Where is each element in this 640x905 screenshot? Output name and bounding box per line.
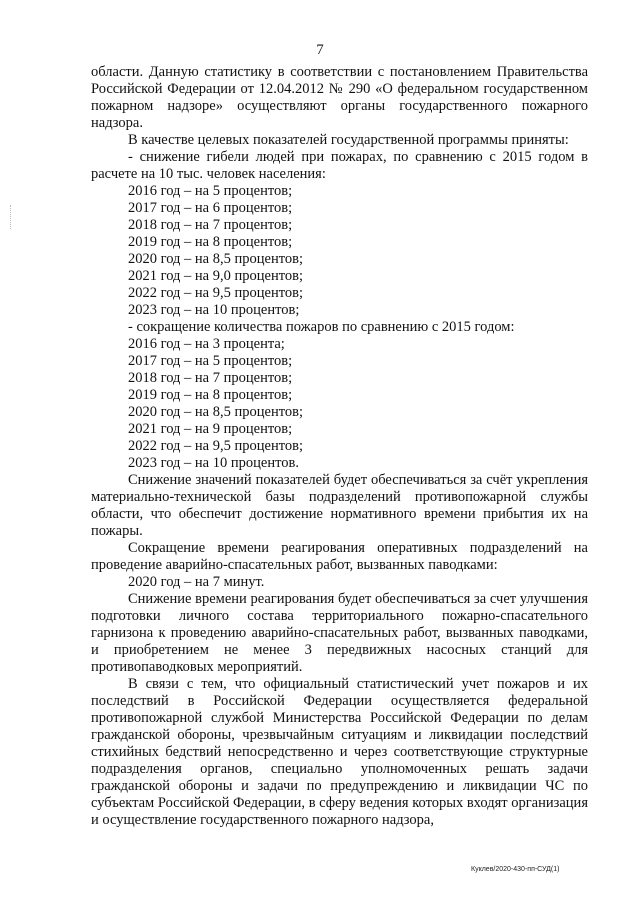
list-item: 2017 год – на 6 процентов; — [128, 200, 293, 216]
paragraph-statistics: области. Данную статистику в соответствии с постановлением Правительства Российской Федерации от 12.04.2012 № 290 «О федеральном государственном пожарном надзоре» осуществляют органы государственного пожарного надзора. — [91, 64, 588, 131]
list-item: 2022 год – на 9,5 процентов; — [128, 438, 303, 454]
list-item: 2018 год – на 7 процентов; — [128, 370, 293, 386]
list-fires-reduction — [91, 336, 588, 472]
paragraph-statistical-accounting: В связи с тем, что официальный статистический учет пожаров и их последствий в Российской Федерации осуществляется федеральной противопожарной службой Министерства Российской Федерации по делам гражданской обороны, чрезвычайным ситуациям и ликвидации последствий стихийных бедствий непосредственно и через соответствующие структурные подразделения органов, специально уполномоченных решать задачи гражданской обороны и задачи по предупреждению и ликвидации ЧС по субъектам Российской Федерации, в сферу ведения которых входят организация и осуществление государственного пожарного надзора, — [91, 676, 588, 828]
list-item: 2022 год – на 9,5 процентов; — [128, 285, 303, 301]
list-item: 2018 год – на 7 процентов; — [128, 217, 293, 233]
paragraph-fires-reduction: - сокращение количества пожаров по сравнению с 2015 годом: — [128, 319, 515, 335]
page-number: 7 — [316, 42, 324, 58]
list-item: 2020 год – на 8,5 процентов; — [128, 251, 303, 267]
list-item: 2016 год – на 5 процентов; — [128, 183, 293, 199]
list-deaths-reduction — [91, 183, 588, 319]
paragraph-targets-intro: В качестве целевых показателей государственной программы приняты: — [128, 132, 569, 148]
list-item: 2019 год – на 8 процентов; — [128, 387, 293, 403]
paragraph-response-time: Сокращение времени реагирования оперативных подразделений на проведение аварийно-спасательных работ, вызванных паводками: — [91, 540, 588, 573]
list-item: 2021 год – на 9 процентов; — [128, 421, 293, 437]
margin-mark — [10, 205, 12, 229]
list-item: 2017 год – на 5 процентов; — [128, 353, 293, 369]
paragraph-deaths-reduction: - снижение гибели людей при пожарах, по сравнению с 2015 годом в расчете на 10 тыс. человек населения: — [91, 149, 588, 182]
list-item: 2021 год – на 9,0 процентов; — [128, 268, 303, 284]
document-footer-code: Куклев/2020-430-пп-СУД(1) — [471, 866, 560, 873]
list-item: 2019 год – на 8 процентов; — [128, 234, 293, 250]
paragraph-indicators-reduction: Снижение значений показателей будет обеспечиваться за счёт укрепления материально-технической базы подразделений противопожарной службы области, что обеспечит достижение нормативного времени прибытия их на пожары. — [91, 472, 588, 539]
paragraph-response-2020: 2020 год – на 7 минут. — [128, 574, 265, 590]
paragraph-response-improvement: Снижение времени реагирования будет обеспечиваться за счет улучшения подготовки личного состава территориального пожарно-спасательного гарнизона к проведению аварийно-спасательных работ, вызванных паводками, и приобретением не менее 3 передвижных насосных станций для противопаводковых мероприятий. — [91, 591, 588, 675]
list-item: 2023 год – на 10 процентов; — [128, 302, 300, 318]
document-body — [91, 64, 588, 829]
list-item: 2023 год – на 10 процентов. — [128, 455, 299, 471]
list-item: 2020 год – на 8,5 процентов; — [128, 404, 303, 420]
list-item: 2016 год – на 3 процента; — [128, 336, 285, 352]
